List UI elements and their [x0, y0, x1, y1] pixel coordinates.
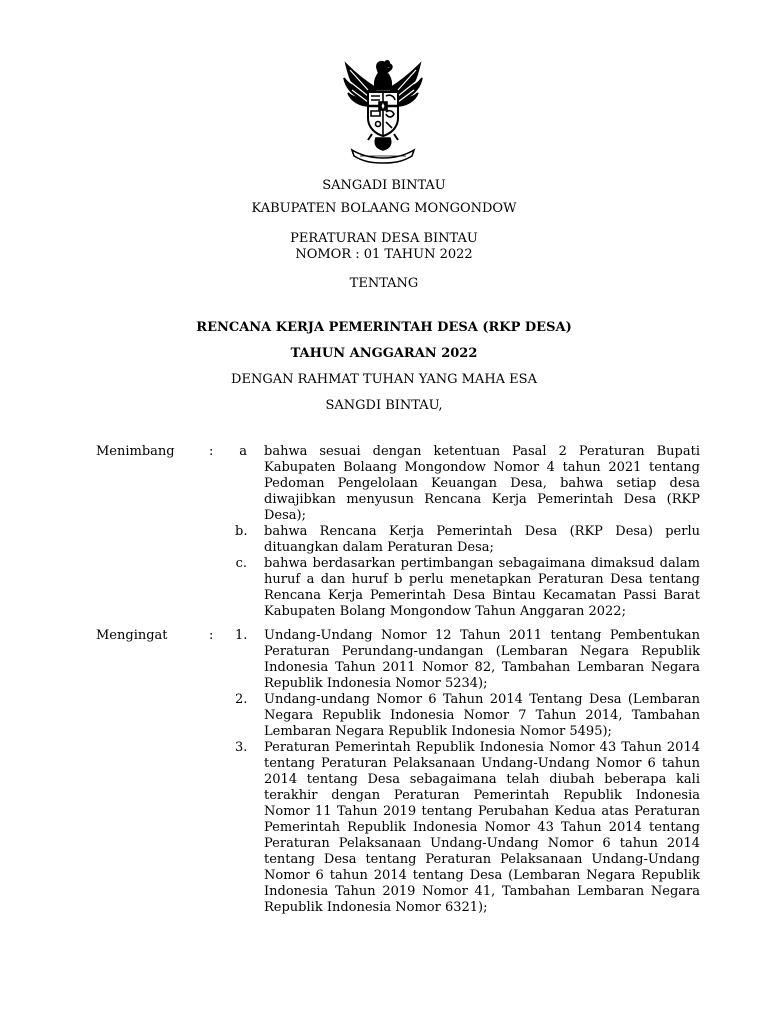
item-text: Undang-undang Nomor 6 Tahun 2014 Tentang Desa (Lembaran Negara Republik Indonesia Nomor 7 Tahun 2014, Tambahan Lembaran Negara Republik Indonesia Nomor 5495); [264, 692, 700, 739]
mengingat-item-3 [96, 740, 700, 916]
mengingat-item-2 [96, 692, 700, 740]
item-text: bahwa Rencana Kerja Pemerintah Desa (RKP Desa) perlu dituangkan dalam Peraturan Desa; [264, 524, 700, 555]
item-text: bahwa berdasarkan pertimbangan sebagaimana dimaksud dalam huruf a dan huruf b perlu menetapkan Peraturan Desa tentang Rencana Kerja Pemerintah Desa Bintau Kecamatan Passi Barat Kabupaten Bolang Mongondow Tahun Anggaran 2022; [264, 556, 700, 619]
mengingat-colon: : [209, 628, 214, 643]
item-marker: a [239, 444, 247, 459]
item-marker: 1. [235, 628, 248, 643]
menimbang-item-c [96, 556, 700, 620]
mengingat-label: Mengingat [96, 628, 168, 643]
document-title: RENCANA KERJA PEMERINTAH DESA (RKP DESA) [196, 320, 572, 335]
menimbang-label: Menimbang [96, 444, 175, 459]
regency-name: KABUPATEN BOLAANG MONGONDOW [251, 201, 517, 216]
item-marker: 3. [235, 740, 248, 755]
invocation: DENGAN RAHMAT TUHAN YANG MAHA ESA [231, 372, 537, 387]
menimbang-item-b [96, 524, 700, 556]
menimbang-section [96, 444, 700, 620]
item-marker: 2. [235, 692, 248, 707]
item-text: bahwa sesuai dengan ketentuan Pasal 2 Peraturan Bupati Kabupaten Bolaang Mongondow Nomor 4 tahun 2021 tentang Pedoman Pengelolaan Keuangan Desa, bahwa setiap desa diwajibkan menyusun Rencana Kerja Pemerintah Desa (RKP Desa); [264, 444, 700, 523]
signatory-title: SANGDI BINTAU, [325, 398, 443, 413]
regulation-number: NOMOR : 01 TAHUN 2022 [295, 247, 473, 262]
menimbang-colon: : [209, 444, 214, 459]
item-marker: c. [235, 556, 247, 571]
mengingat-item-1 [96, 628, 700, 692]
about-label: TENTANG [349, 276, 419, 291]
regulation-type: PERATURAN DESA BINTAU [290, 231, 478, 246]
budget-year-title: TAHUN ANGGARAN 2022 [290, 346, 478, 361]
item-marker: b. [235, 524, 248, 539]
issuer-title: SANGADI BINTAU [322, 178, 446, 193]
item-text: Peraturan Pemerintah Republik Indonesia Nomor 43 Tahun 2014 tentang Peraturan Pelaksanaan Undang-Undang Nomor 6 tahun 2014 tentang Desa sebagaimana telah diubah beberapa kali terakhir dengan Peraturan Pemerintah Republik Indonesia Nomor 11 Tahun 2019 tentang Perubahan Kedua atas Peraturan Pemerintah Republik Indonesia Nomor 43 Tahun 2014 tentang Peraturan Pelaksanaan Undang-Undang Nomor 6 tahun 2014 tentang Desa tentang Peraturan Pelaksanaan Undang-Undang Nomor 6 tahun 2014 tentang Desa (Lembaran Negara Republik Indonesia Tahun 2019 Nomor 41, Tambahan Lembaran Negara Republik Indonesia Nomor 6321); [264, 740, 700, 915]
item-text: Undang-Undang Nomor 12 Tahun 2011 tentang Pembentukan Peraturan Perundang-undangan (Lembaran Negara Republik Indonesia Tahun 2011 Nomor 82, Tambahan Lembaran Negara Republik Indonesia Nomor 5234); [264, 628, 700, 691]
garuda-emblem-icon [338, 58, 428, 164]
menimbang-item-a [96, 444, 700, 524]
mengingat-section [96, 628, 700, 916]
